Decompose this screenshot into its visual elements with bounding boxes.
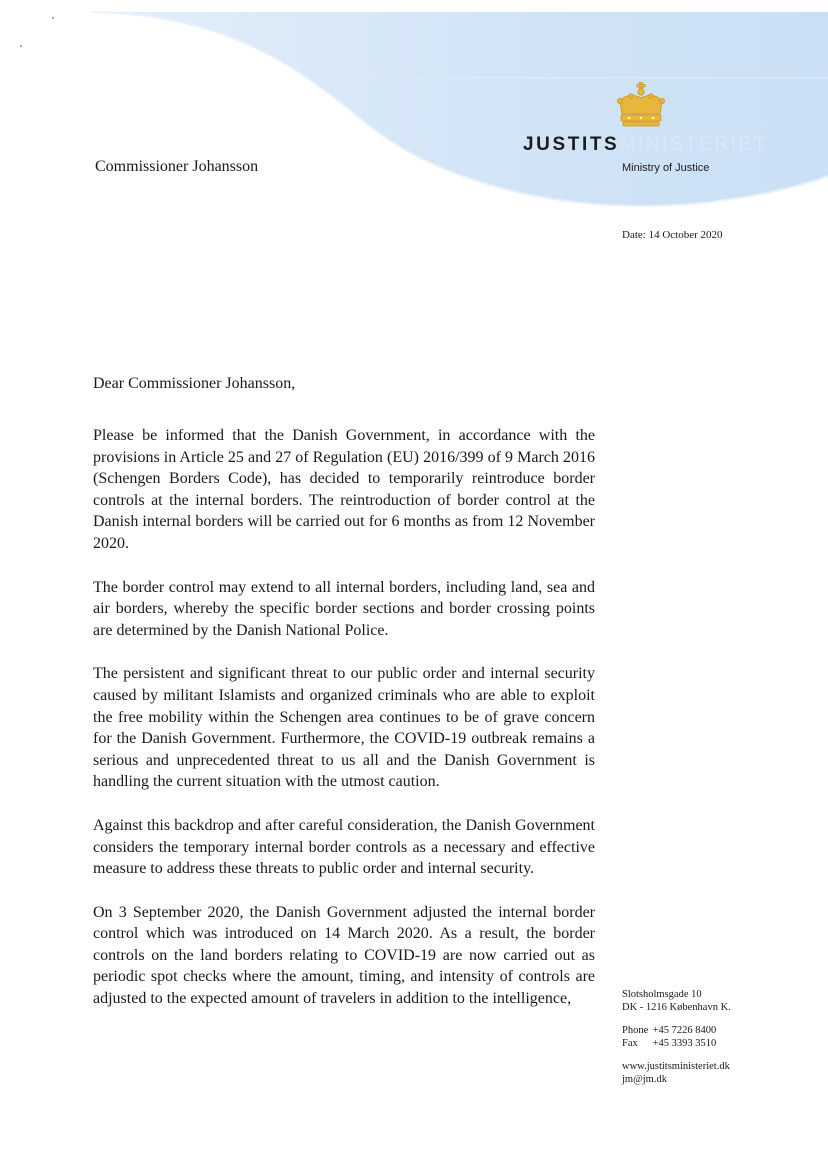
paragraph: The border control may extend to all internal borders, including land, sea and air borders, whereby the specific border sections and border crossing points are determined by the Danish National Police. <box>93 578 595 639</box>
paragraph: Please be informed that the Danish Government, in accordance with the provisions in Article 25 and 27 of Regulation (EU) 2016/399 of 9 March 2016 (Schengen Borders Code), has decided to temporarily reintroduce border controls at the internal borders. The reintroduction of border control at the Danish internal borders will be carried out for 6 months as from 12 November 2020. <box>93 427 595 552</box>
scan-speck <box>20 45 22 47</box>
paragraph: On 3 September 2020, the Danish Government adjusted the internal border control which was introduced on 14 March 2020. As a result, the border controls on the land borders relating to COVID-19 are now carried out as periodic spot checks where the amount, timing, and intensity of controls are adjusted to the expected amount of travelers in addition to the intelligence, <box>93 903 595 1008</box>
fax-number: +45 3393 3510 <box>652 1038 717 1049</box>
fax-label: Fax <box>622 1038 638 1049</box>
phone-label: Phone <box>622 1025 649 1036</box>
contact-block <box>622 988 731 1096</box>
address <box>622 988 731 1014</box>
scan-speck <box>52 17 54 19</box>
paragraph: The persistent and significant threat to our public order and internal security caused by militant Islamists and organized criminals who are able to exploit the free mobility within the Schengen area continues to be of grave concern for the Danish Government. Furthermore, the COVID-19 outbreak remains a serious and unprecedented threat to us all and the Danish Government is handling the current situation with the utmost caution. <box>93 665 595 791</box>
email-link[interactable]: jm@jm.dk <box>622 1074 667 1085</box>
ministry-logo-wordmark <box>523 134 768 156</box>
crown-icon <box>614 82 668 128</box>
fax-row <box>622 1037 731 1050</box>
salutation: Dear Commissioner Johansson, <box>93 375 296 392</box>
address-line: DK - 1216 København K. <box>622 1002 731 1013</box>
website-link[interactable]: www.justitsministeriet.dk <box>622 1061 730 1072</box>
logo-word-light: MINISTERIET <box>619 134 769 155</box>
web-email <box>622 1060 731 1086</box>
header-wave-background <box>0 0 828 230</box>
recipient-name: Commissioner Johansson <box>95 158 259 175</box>
logo-subtitle: Ministry of Justice <box>622 162 710 174</box>
address-line: Slotsholmsgade 10 <box>622 989 702 1000</box>
paragraph: Against this backdrop and after careful consideration, the Danish Government considers the temporary internal border controls as a necessary and effective measure to address these threats to public order and internal security. <box>93 816 595 878</box>
phone-fax <box>622 1024 731 1050</box>
logo-word-dark: JUSTITS <box>523 134 620 155</box>
phone-number: +45 7226 8400 <box>652 1025 717 1036</box>
letter-body <box>93 373 595 1032</box>
phone-row <box>622 1024 731 1037</box>
letter-date: Date: 14 October 2020 <box>622 229 723 241</box>
